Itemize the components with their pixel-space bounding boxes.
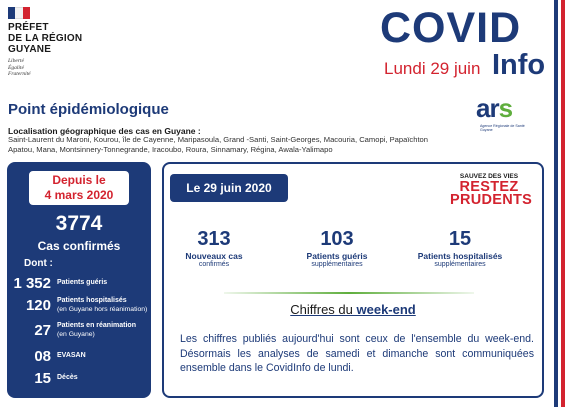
stat-row-evasan xyxy=(7,348,151,365)
stat-row-hospitalises xyxy=(7,297,151,314)
kpi-label: Nouveaux cas xyxy=(185,251,243,261)
sauvez-des-vies: SAUVEZ DES VIES xyxy=(459,173,519,180)
location-title: Localisation géographique des cas en Guyane : xyxy=(8,126,201,136)
french-flag-icon xyxy=(8,7,30,19)
motto xyxy=(8,58,118,78)
motto-fraternite: Fraternité xyxy=(8,71,31,77)
kpi-label: Patients guéris xyxy=(306,251,368,261)
stat-sublabel: (en Guyane hors réanimation) xyxy=(57,305,148,313)
header-date: Lundi 29 juin xyxy=(384,59,481,78)
stat-value: 120 xyxy=(25,297,51,314)
section-title: Point épidémiologique xyxy=(8,101,169,118)
location-list: Saint-Laurent du Maroni, Kourou, île de Cayenne, Maripasoula, Grand -Santi, Saint-Georges, Macouria, Camopi, Papaïchton Apatou, Mana, Montsinnery-Tonnegrande, Iracoubo, Roura, Sinnamary, Régina, Awala-Yalimapo xyxy=(8,135,428,154)
total-cases-label: Cas confirmés xyxy=(37,239,121,253)
kpi-value: 313 xyxy=(197,228,231,250)
since-date-box xyxy=(29,171,129,205)
stat-value: 27 xyxy=(34,322,51,339)
dont-label: Dont : xyxy=(24,258,53,269)
covid-title: COVID xyxy=(380,4,522,52)
weekend-heading xyxy=(164,302,542,317)
restez: RESTEZ xyxy=(459,179,519,195)
since-date: 4 mars 2020 xyxy=(44,188,114,202)
kpi-label: Patients hospitalisés xyxy=(417,251,503,261)
stat-label: Décès xyxy=(57,374,78,382)
stat-label: Patients hospitalisés xyxy=(57,297,127,304)
stat-row-deces xyxy=(7,370,151,387)
prefecture-line-1: PRÉFET xyxy=(8,22,49,33)
motto-liberte: Liberté xyxy=(8,58,24,64)
daily-date-badge: Le 29 juin 2020 xyxy=(170,174,288,202)
weekend-heading-bold: week-end xyxy=(356,302,416,317)
info-title: Info xyxy=(492,49,546,81)
kpi-value: 103 xyxy=(320,228,354,250)
total-cases-value: 3774 xyxy=(55,212,103,235)
stat-row-reanimation xyxy=(7,322,151,339)
prefecture-logo xyxy=(8,7,118,78)
restez-prudents-logo xyxy=(450,173,533,208)
stat-label-group xyxy=(57,297,147,314)
stat-value: 1 352 xyxy=(13,275,51,292)
kpi-sublabel: confirmés xyxy=(198,261,230,268)
ars-logo-letters: ars xyxy=(476,93,513,123)
kpi-new-cases xyxy=(164,228,264,269)
kpi-value: 15 xyxy=(448,228,472,250)
stat-row-gueris xyxy=(7,275,151,292)
kpi-sublabel: supplémentaires xyxy=(434,261,486,268)
stat-label-group xyxy=(57,322,136,339)
stat-sublabel: (en Guyane) xyxy=(57,330,95,338)
motto-egalite: Égalité xyxy=(8,64,24,71)
stat-value: 15 xyxy=(34,370,51,387)
prefecture-line-2: DE LA RÉGION xyxy=(8,33,83,44)
cumulative-panel xyxy=(7,162,151,398)
border-stripe-red xyxy=(561,0,565,407)
ars-logo-subtitle: Agence Régionale de Santé Guyane xyxy=(480,124,525,132)
weekend-paragraph: Les chiffres publiés aujourd'hui sont ceux de l'ensemble du week-end. Désormais les analyses de samedi et dimanche sont communiquées ensemble dans le CovidInfo de lundi. xyxy=(180,333,534,374)
green-divider xyxy=(224,292,474,294)
stat-label: Patients en réanimation xyxy=(57,322,136,329)
since-label: Depuis le xyxy=(52,173,106,187)
weekend-heading-prefix: Chiffres du xyxy=(290,302,357,317)
stat-label: Patients guéris xyxy=(57,279,108,287)
border-stripe-blue xyxy=(554,0,558,407)
ars-logo xyxy=(476,93,544,137)
kpi-sublabel: supplémentaires xyxy=(311,261,363,268)
kpi-recovered xyxy=(287,228,387,269)
stat-value: 08 xyxy=(34,348,51,365)
ars-logo-s: s xyxy=(498,93,513,123)
prudents: PRUDENTS xyxy=(450,192,533,208)
kpi-hospitalized xyxy=(410,228,510,269)
prefecture-line-3: GUYANE xyxy=(8,44,52,55)
daily-panel xyxy=(162,162,544,398)
stat-label: EVASAN xyxy=(57,352,86,360)
